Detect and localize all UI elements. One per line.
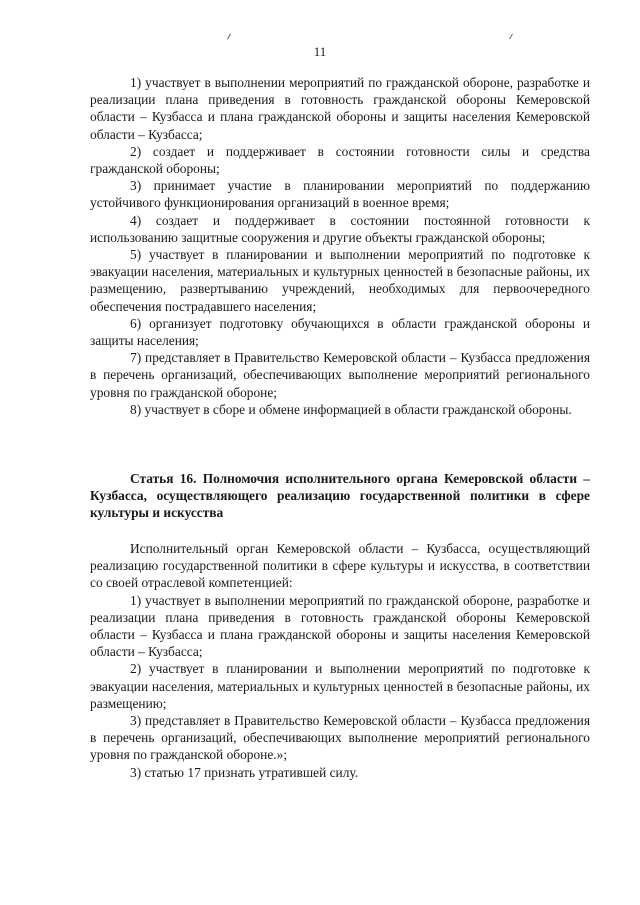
list-item: 6) организует подготовку обучающихся в области гражданской обороны и защиты населения;: [90, 315, 590, 349]
list-item: 1) участвует в выполнении мероприятий по гражданской обороне, разработке и реализации плана приведения в готовность гражданской обороны Кемеровской области – Кузбасса и плана гражданской обороны и защиты населения Кемеровской области – Кузбасса;: [90, 592, 590, 660]
list-item: 2) участвует в планировании и выполнении мероприятий по подготовке к эвакуации населения, материальных и культурных ценностей в безопасные районы, их размещению;: [90, 661, 590, 711]
scan-mark: [509, 34, 513, 40]
list-item: 5) участвует в планировании и выполнении мероприятий по подготовке к эвакуации населения, материальных и культурных ценностей в безопасные районы, их размещению, развертыванию учреждений, необходимых для первоочередного обеспечения пострадавшего населения;: [90, 247, 590, 314]
list-item: 2) создает и поддерживает в состоянии готовности силы и средства гражданской обороны;: [90, 143, 590, 177]
powers-list-section: [90, 74, 590, 418]
article-16-body: [90, 540, 590, 781]
amendment-item: 3) статью 17 признать утратившей силу.: [130, 764, 359, 780]
page-number: 11: [313, 44, 327, 59]
article-intro: Исполнительный орган Кемеровской области – Кузбасса, осуществляющий реализацию государственной политики в сфере культуры и искусства, в соответствии со своей отраслевой компетенцией:: [90, 541, 590, 591]
list-item: 7) представляет в Правительство Кемеровской области – Кузбасса предложения в перечень организаций, обеспечивающих выполнение мероприятий регионального уровня по гражданской обороне;: [90, 350, 590, 400]
article-heading: Статья 16. Полномочия исполнительного органа Кемеровской области – Кузбасса, осуществляющего реализацию государственной политики в сфере культуры и искусства: [90, 471, 590, 521]
list-item: 1) участвует в выполнении мероприятий по гражданской обороне, разработке и реализации плана приведения в готовность гражданской обороны Кемеровской области – Кузбасса и плана гражданской обороны и защиты населения Кемеровской области – Кузбасса;: [90, 75, 590, 142]
list-item: 8) участвует в сборе и обмене информацией в области гражданской обороны.: [130, 401, 572, 417]
list-item: 4) создает и поддерживает в состоянии постоянной готовности к использованию защитные сооружения и другие объекты гражданской обороны;: [90, 212, 590, 245]
list-item: 3) представляет в Правительство Кемеровской области – Кузбасса предложения в перечень организаций, обеспечивающих выполнение мероприятий регионального уровня по гражданской обороне.»;: [90, 713, 590, 763]
list-item: 3) принимает участие в планировании мероприятий по поддержанию устойчивого функционирования организаций в военное время;: [90, 178, 590, 211]
scan-mark: [227, 34, 231, 40]
